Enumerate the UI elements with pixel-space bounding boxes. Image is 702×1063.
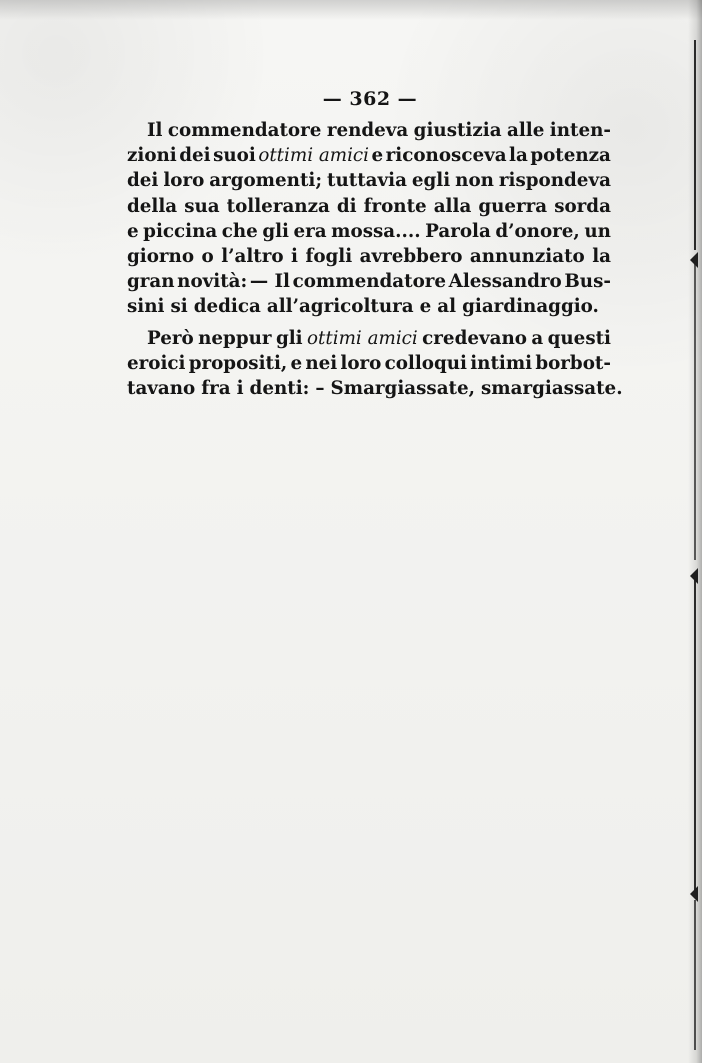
word: sorda [554, 195, 611, 217]
edge-notch [690, 568, 698, 584]
word: Però [147, 327, 194, 349]
word: e [371, 145, 384, 167]
word: e [290, 352, 303, 374]
text-line [127, 244, 611, 269]
word: commendatore [167, 120, 322, 141]
word: nei [305, 352, 338, 374]
word: Il [147, 120, 163, 141]
word: novità: [177, 271, 248, 293]
word: la [592, 245, 611, 267]
text-line [127, 294, 611, 319]
word: gli [275, 327, 303, 349]
word: piccina [143, 220, 218, 242]
word: ottimi amici [258, 145, 370, 167]
word: gli [262, 220, 290, 242]
word: borbot- [535, 352, 611, 374]
word: annunziato [469, 245, 585, 267]
word: suoi [213, 145, 256, 167]
word: all’agricoltura [266, 296, 414, 318]
word: rendeva [326, 120, 409, 141]
word: giustizia [413, 120, 502, 141]
word: neppur [198, 327, 272, 349]
text-line [127, 326, 611, 351]
word: dei [127, 170, 159, 192]
word: commendatore [292, 271, 447, 293]
paragraph [127, 118, 611, 320]
word: fogli [305, 245, 353, 267]
word: eroici [127, 352, 186, 374]
word: riconosceva [385, 145, 507, 167]
word: loro [340, 352, 382, 374]
text-line [127, 118, 611, 143]
word: colloqui [384, 352, 467, 374]
word: alla [433, 195, 472, 217]
word: l’altro [221, 245, 284, 267]
word: tavano [127, 377, 196, 399]
word: sini [127, 296, 165, 318]
word: zioni [127, 145, 177, 167]
edge-line [694, 575, 696, 895]
page-right-edge [688, 0, 702, 1063]
edge-line [694, 260, 696, 560]
word: i [291, 245, 298, 267]
word: mossa.... [331, 220, 421, 242]
word: Bus- [564, 271, 611, 293]
word: inten- [549, 120, 611, 141]
word: guerra [478, 195, 548, 217]
word: intimi [470, 352, 533, 374]
word: o [201, 245, 214, 267]
word: dedica [193, 296, 261, 318]
word: questi [547, 327, 611, 349]
word: fronte [363, 195, 427, 217]
text-line [127, 376, 623, 401]
word: smargiassate. [481, 377, 623, 399]
word: di [336, 195, 357, 217]
word: dei [179, 145, 211, 167]
text-line [127, 168, 611, 193]
word: della [127, 195, 178, 217]
text-line [127, 143, 611, 168]
word: d’onore, [495, 220, 580, 242]
edge-notch [690, 252, 698, 268]
word: e [127, 220, 139, 242]
text-line [127, 269, 611, 294]
word: la [509, 145, 528, 167]
word: si [170, 296, 188, 318]
word: e [419, 296, 432, 318]
word: – [315, 377, 325, 399]
text-line [127, 194, 611, 219]
edge-line [694, 40, 696, 250]
word: i [236, 377, 244, 399]
paragraph [127, 326, 623, 402]
word: al [437, 296, 457, 318]
scan-top-shadow [0, 0, 702, 20]
word: giardinaggio. [462, 296, 599, 318]
word: sua [184, 195, 220, 217]
text-line [127, 219, 611, 244]
word: gran [127, 271, 175, 293]
page-number: — 362 — [322, 88, 418, 110]
edge-notch [690, 886, 698, 902]
word: era [293, 220, 327, 242]
word: loro [163, 170, 205, 192]
word: potenza [530, 145, 611, 167]
word: credevano [422, 327, 527, 349]
word: a [531, 327, 544, 349]
word: rispondeva [498, 170, 611, 192]
word: avrebbero [359, 245, 463, 267]
word: giorno [127, 245, 195, 267]
word: Smargiassate, [330, 377, 475, 399]
word: che [221, 220, 258, 242]
word: un [584, 220, 611, 242]
word: Parola [425, 220, 491, 242]
word: denti: [249, 377, 310, 399]
word: propositi, [188, 352, 288, 374]
word: — Il [249, 271, 290, 293]
body-text [127, 118, 623, 401]
word: ottimi amici [307, 327, 418, 349]
word: alle [506, 120, 545, 141]
text-line [127, 351, 611, 376]
word: tolleranza [226, 195, 330, 217]
word: tuttavia [327, 170, 407, 192]
word: non [455, 170, 494, 192]
word: Alessandro [448, 271, 562, 293]
word: fra [201, 377, 231, 399]
word: egli [411, 170, 451, 192]
word: argomenti; [209, 170, 323, 192]
edge-line [694, 900, 696, 1050]
